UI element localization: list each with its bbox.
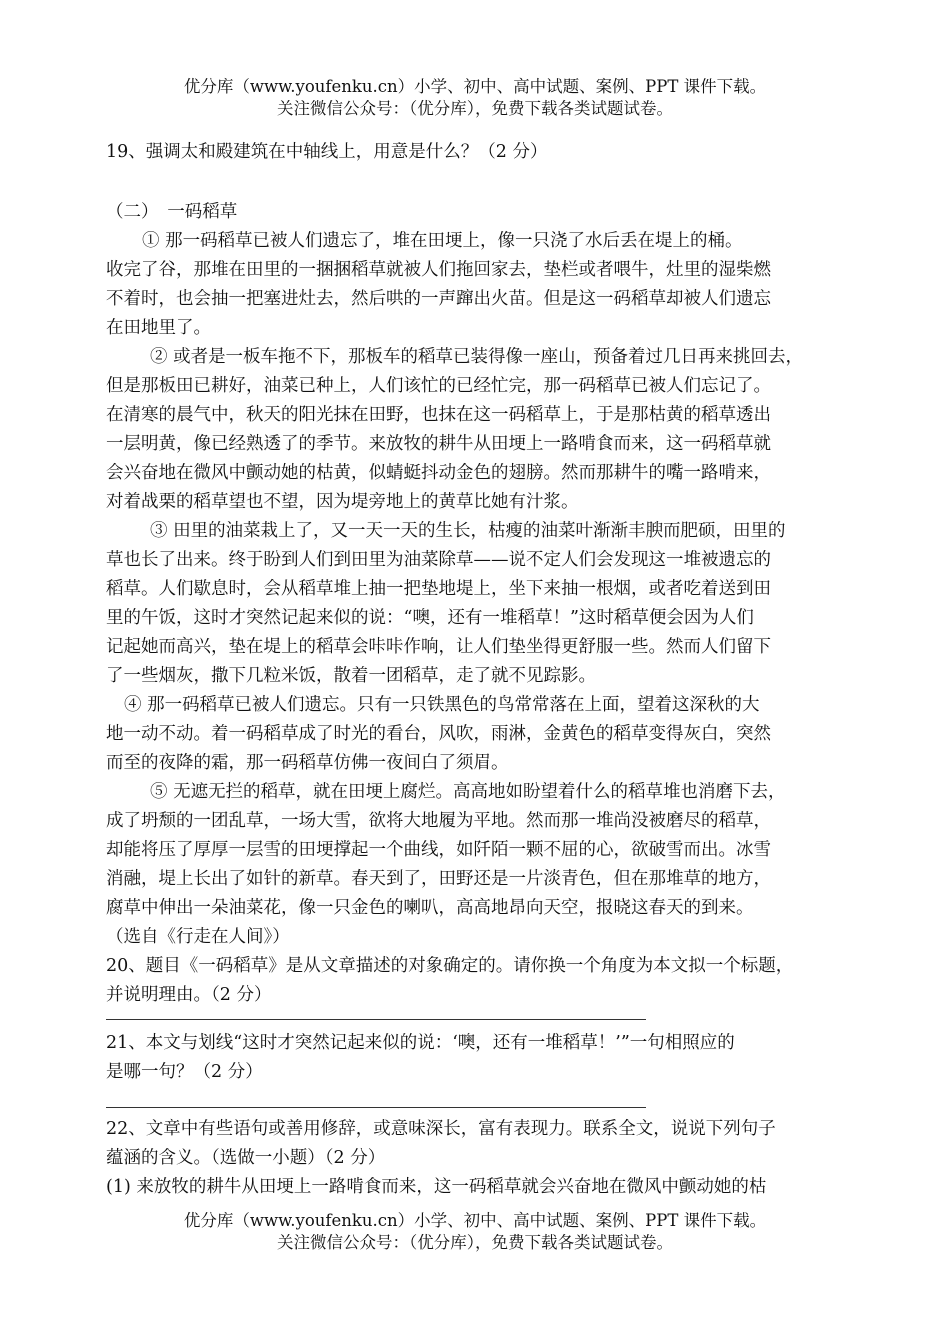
- section-title: （二） 一码稻草: [106, 202, 238, 222]
- passage-line: ② 或者是一板车拖不下，那板车的稻草已装得像一座山，预备着过几日再来挑回去，: [150, 347, 804, 367]
- answer-line-20[interactable]: [106, 1019, 646, 1020]
- passage-line: 但是那板田已耕好，油菜已种上，人们该忙的已经忙完，那一码稻草已被人们忘记了。: [106, 376, 771, 396]
- passage-line: 里的午饭，这时才突然记起来似的说：“噢，还有一堆稻草！”这时稻草便会因为人们: [106, 608, 754, 628]
- footer-line-1: 优分库（www.youfenku.cn）小学、初中、高中试题、案例、PPT 课件下载。: [183, 1211, 767, 1230]
- passage-line: ① 那一码稻草已被人们遗忘了，堆在田埂上，像一只浇了水后丢在堤上的桶。: [142, 231, 743, 251]
- question-20-line: 并说明理由。（2 分）: [106, 985, 272, 1005]
- question-20-line: 20、题目《一码稻草》是从文章描述的对象确定的。请你换一个角度为本文拟一个标题，: [106, 956, 794, 976]
- header-line-2: 关注微信公众号：（优分库），免费下载各类试题试卷。: [277, 99, 673, 118]
- passage-line: 不着时，也会抽一把塞进灶去，然后哄的一声蹿出火苗。但是这一码稻草却被人们遗忘: [106, 289, 771, 309]
- question-21-line: 是哪一句？（2 分）: [106, 1062, 263, 1082]
- question-22: [106, 1115, 854, 1202]
- question-21-line: 21、本文与划线“这时才突然记起来似的说：‘噢，还有一堆稻草！’”一句相照应的: [106, 1033, 735, 1053]
- footer-line-2: 关注微信公众号：（优分库），免费下载各类试题试卷。: [277, 1233, 673, 1252]
- header-line-1: 优分库（www.youfenku.cn）小学、初中、高中试题、案例、PPT 课件下载。: [183, 77, 767, 96]
- passage-line: 稻草。人们歇息时，会从稻草堆上抽一把垫地堤上，坐下来抽一根烟，或者吃着送到田: [106, 579, 771, 599]
- passage-source: （选自《行走在人间》）: [106, 927, 290, 947]
- passage-line: 一层明黄，像已经熟透了的季节。来放牧的耕牛从田埂上一路啃食而来，这一码稻草就: [106, 434, 771, 454]
- passage-line: 却能将压了厚厚一层雪的田埂撑起一个曲线，如阡陌一颗不屈的心，欲破雪而出。冰雪: [106, 840, 771, 860]
- page-header: [0, 76, 950, 120]
- passage-line: ⑤ 无遮无拦的稻草，就在田埂上腐烂。高高地如盼望着什么的稻草堆也消磨下去，: [150, 782, 786, 802]
- question-22-line: 蕴涵的含义。（选做一小题）（2 分）: [106, 1148, 386, 1168]
- question-22-line: 22、文章中有些语句或善用修辞，或意味深长，富有表现力。联系全文，说说下列句子: [106, 1119, 776, 1139]
- passage-line: 草也长了出来。终于盼到人们到田里为油菜除草——说不定人们会发现这一堆被遗忘的: [106, 550, 771, 570]
- passage-line: 在田地里了。: [106, 318, 211, 338]
- passage: [106, 198, 854, 1010]
- question-19: [106, 138, 854, 167]
- question-21: [106, 1029, 854, 1087]
- passage-line: 记起她而高兴，垫在堤上的稻草会咔咔作响，让人们垫坐得更舒服一些。然而人们留下: [106, 637, 771, 657]
- passage-line: ④ 那一码稻草已被人们遗忘。只有一只铁黑色的鸟常常落在上面，望着这深秋的大: [124, 695, 760, 715]
- passage-line: 收完了谷，那堆在田里的一捆捆稻草就被人们拖回家去，垫栏或者喂牛，灶里的湿柴燃: [106, 260, 771, 280]
- passage-line: 对着战栗的稻草望也不望，因为堤旁地上的黄草比她有汁浆。: [106, 492, 579, 512]
- passage-line: 腐草中伸出一朵油菜花，像一只金色的喇叭，高高地昂向天空，报晓这春天的到来。: [106, 898, 754, 918]
- page-footer: [0, 1210, 950, 1254]
- passage-line: 消融，堤上长出了如针的新草。春天到了，田野还是一片淡青色，但在那堆草的地方，: [106, 869, 771, 889]
- passage-line: 成了坍颓的一团乱草，一场大雪，欲将大地履为平地。然而那一堆尚没被磨尽的稻草，: [106, 811, 771, 831]
- passage-line: 地一动不动。着一码稻草成了时光的看台，风吹，雨淋，金黄色的稻草变得灰白，突然: [106, 724, 771, 744]
- answer-line-21[interactable]: [106, 1107, 646, 1108]
- question-22-item-1: (1) 来放牧的耕牛从田埂上一路啃食而来，这一码稻草就会兴奋地在微风中颤动她的枯: [106, 1177, 767, 1197]
- passage-line: 会兴奋地在微风中颤动她的枯黄，似蜻蜓抖动金色的翅膀。然而那耕牛的嘴一路啃来，: [106, 463, 771, 483]
- passage-line: 了一些烟灰，撒下几粒米饭，散着一团稻草，走了就不见踪影。: [106, 666, 596, 686]
- passage-line: 在清寒的晨气中，秋天的阳光抹在田野，也抹在这一码稻草上，于是那枯黄的稻草透出: [106, 405, 771, 425]
- question-19-text: 19、强调太和殿建筑在中轴线上，用意是什么？（2 分）: [106, 142, 548, 162]
- passage-line: 而至的夜降的霜，那一码稻草仿佛一夜间白了须眉。: [106, 753, 509, 773]
- passage-line: ③ 田里的油菜栽上了，又一天一天的生长，枯瘦的油菜叶渐渐丰腴而肥硕，田里的: [150, 521, 786, 541]
